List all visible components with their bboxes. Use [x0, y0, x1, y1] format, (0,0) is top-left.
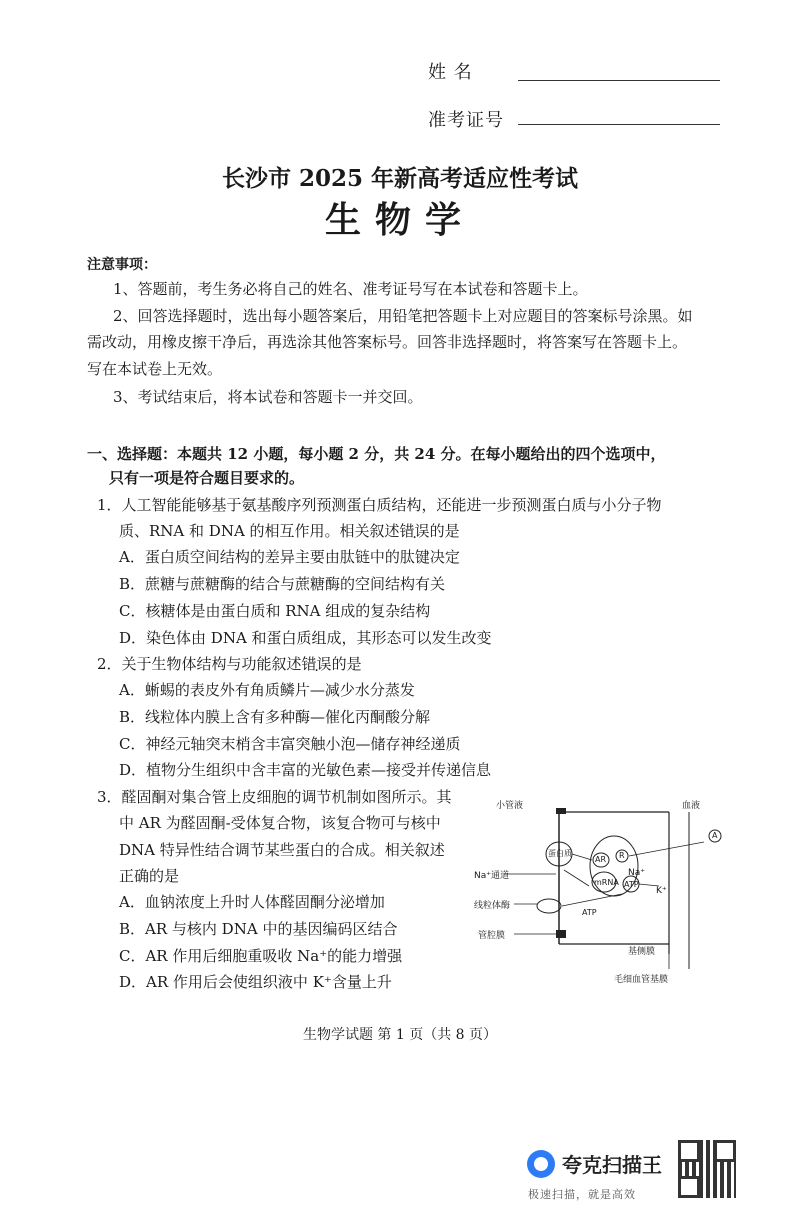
q2-option-c: C．神经元轴突末梢含丰富突触小泡—储存神经递质 — [119, 735, 461, 753]
arrow — [562, 894, 622, 906]
notice-item: 1、答题前，考生务必将自己的姓名、准考证号写在本试卷和答题卡上。 — [113, 280, 588, 298]
label-k: K⁺ — [656, 886, 667, 896]
notice-item: 2、回答选择题时，选出每小题答案后，用铅笔把答题卡上对应题目的答案标号涂黑。如 — [113, 307, 693, 325]
q1-stem: 1．人工智能能够基于氨基酸序列预测蛋白质结构，还能进一步预测蛋白质与小分子物 — [97, 496, 662, 514]
emphasis-mark: 错误 — [399, 522, 430, 540]
junction-block — [556, 808, 566, 814]
watermark-slogan: 极速扫描，就是高效 — [528, 1188, 636, 1201]
q1-stem-cont: 质、RNA 和 DNA 的相互作用。相关叙述错误的是 — [119, 522, 460, 540]
junction-block — [556, 930, 566, 938]
q3-stem-cont: DNA 特异性结合调节某些蛋白的合成。相关叙述 — [119, 841, 445, 859]
q3-stem-cont: 正确的是 — [119, 867, 180, 885]
arrow — [629, 842, 704, 856]
label-mrna: mRNA — [594, 878, 619, 887]
label-mitochondria-enzyme: 线粒体酶 — [474, 901, 511, 911]
q1-option-a: A．蛋白质空间结构的差异主要由肽链中的肽键决定 — [119, 548, 460, 566]
notice-item: 需改动，用橡皮擦干净后，再选涂其他答案标号。回答非选择题时，将答案写在答题卡上。 — [87, 333, 688, 351]
arrow — [564, 870, 589, 886]
subject-title: 生物学 — [324, 199, 475, 241]
q2-stem: 2．关于生物体结构与功能叙述错误的是 — [97, 655, 362, 673]
q3-stem: 3．醛固酮对集合管上皮细胞的调节机制如图所示。其 — [97, 788, 452, 806]
section-heading-cont: 只有一项是符合题目要求的。 — [109, 469, 305, 487]
label-protein: 蛋白质 — [548, 849, 572, 858]
q1-option-d: D．染色体由 DNA 和蛋白质组成，其形态可以发生改变 — [119, 629, 492, 647]
notice-heading: 注意事项： — [87, 257, 157, 273]
label-na: Na⁺ — [628, 868, 645, 878]
notice-item: 写在本试卷上无效。 — [87, 360, 223, 378]
emphasis-mark: 错误 — [301, 655, 332, 673]
q1-option-c: C．核糖体是由蛋白质和 RNA 组成的复杂结构 — [119, 602, 431, 620]
q3-option-c: C．AR 作用后细胞重吸收 Na⁺的能力增强 — [119, 947, 403, 965]
label-capillary-basement: 毛细血管基膜 — [614, 975, 669, 985]
q3-option-b: B．AR 与核内 DNA 中的基因编码区结合 — [119, 920, 398, 938]
q2-option-b: B．线粒体内膜上含有多种酶—催化丙酮酸分解 — [119, 708, 431, 726]
q3-option-d: D．AR 作用后会使组织液中 K⁺含量上升 — [119, 973, 392, 991]
page-footer: 生物学试题 第 1 页（共 8 页） — [302, 1027, 498, 1043]
name-label: 姓 名 — [428, 62, 473, 83]
scanner-logo-icon — [527, 1150, 555, 1178]
label-atp-pump: ATP — [624, 880, 639, 889]
diagram-svg — [474, 794, 734, 990]
label-blood: 血液 — [682, 801, 701, 811]
arrow — [572, 854, 592, 860]
label-lumen-membrane: 管腔膜 — [478, 931, 506, 941]
q2-option-d: D．植物分生组织中含丰富的光敏色素—接受并传递信息 — [119, 761, 492, 779]
label-basolateral-membrane: 基侧膜 — [628, 947, 656, 957]
collecting-duct-diagram — [474, 794, 734, 990]
q3-option-a: A．血钠浓度上升时人体醛固酮分泌增加 — [119, 893, 385, 911]
q1-option-b: B．蔗糖与蔗糖酶的结合与蔗糖酶的空间结构有关 — [119, 575, 446, 593]
section-heading: 一、选择题：本题共 12 小题，每小题 2 分，共 24 分。在每小题给出的四个选项中， — [87, 445, 666, 463]
label-r: R — [619, 851, 625, 860]
label-na-channel: Na⁺通道 — [474, 871, 509, 881]
notice-item: 3、考试结束后，将本试卷和答题卡一并交回。 — [113, 388, 423, 406]
q2-option-a: A．蜥蜴的表皮外有角质鳞片—减少水分蒸发 — [119, 681, 415, 699]
label-a: A — [712, 831, 718, 840]
exam-title: 长沙市 2025 年新高考适应性考试 — [221, 165, 579, 192]
exam-id-field-line — [518, 124, 720, 125]
mitochondria-icon — [537, 899, 561, 913]
name-field-line — [518, 80, 720, 81]
watermark-brand: 夸克扫描王 — [562, 1153, 662, 1177]
label-ar: AR — [595, 855, 607, 864]
exam-id-label: 准考证号 — [428, 110, 504, 131]
qr-code-icon — [678, 1140, 736, 1198]
label-tubule-fluid: 小管液 — [496, 801, 524, 811]
q3-stem-cont: 中 AR 为醛固酮-受体复合物，该复合物可与核中 — [119, 814, 441, 832]
label-atp: ATP — [582, 908, 597, 917]
